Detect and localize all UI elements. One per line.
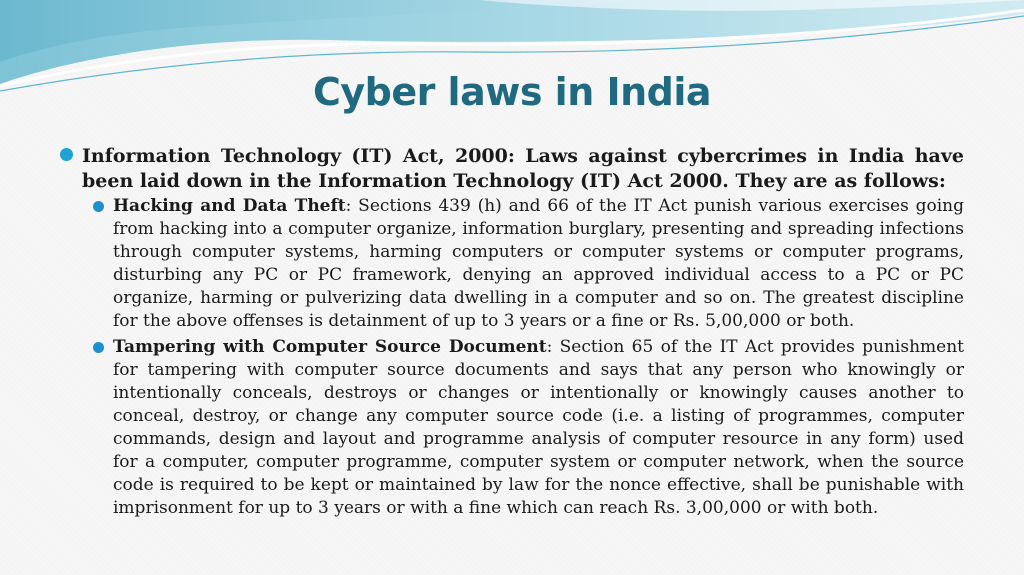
main-bullet [58,144,964,194]
slide-title: Cyber laws in India [312,70,712,114]
sub-bullet-text [113,195,964,333]
sub-bullet-body: : Section 65 of the IT Act provides punishment for tampering with computer source documents and says that any person who knowingly or intentionally conceals, destroys or changes or intentionally or knowingly causes another to conceal, destroy, or change any computer source code (i.e. a listing of programmes, computer commands, design and layout and programme analysis of computer resource in any form) used for a computer, computer programme, computer system or computer network, when the source code is required to be kept or maintained by law for the nonce effective, shall be punishable with imprisonment for up to 3 years or with a fine which can reach Rs. 3,00,000 or with both. [113,337,964,518]
sub-bullet-heading: Hacking and Data Theft [113,196,346,216]
sub-bullet-body: : Sections 439 (h) and 66 of the IT Act punish various exercises going from hacking into a computer organize, information burglary, presenting and spreading infections through computer systems, harming computers or computer systems or computer programs, disturbing any PC or PC framework, denying an approved individual access to a PC or PC organize, harming or pulverizing data dwelling in a computer and so on. The greatest discipline for the above offenses is detainment of up to 3 years or a fine or Rs. 5,00,000 or both. [113,196,964,331]
slide-content [58,144,964,523]
bullet-dot-icon [93,201,104,212]
bullet-dot-icon [93,342,104,353]
sub-bullet-tampering [113,336,964,520]
main-bullet-text: Information Technology (IT) Act, 2000: Laws against cybercrimes in India have been laid down in the Information Technology (IT) Act 2000. They are as follows: [82,145,964,192]
sub-bullet-list [58,195,964,520]
bullet-dot-icon [60,148,73,161]
sub-bullet-heading: Tampering with Computer Source Document [113,337,547,357]
sub-bullet-text [113,336,964,520]
sub-bullet-hacking [113,195,964,333]
